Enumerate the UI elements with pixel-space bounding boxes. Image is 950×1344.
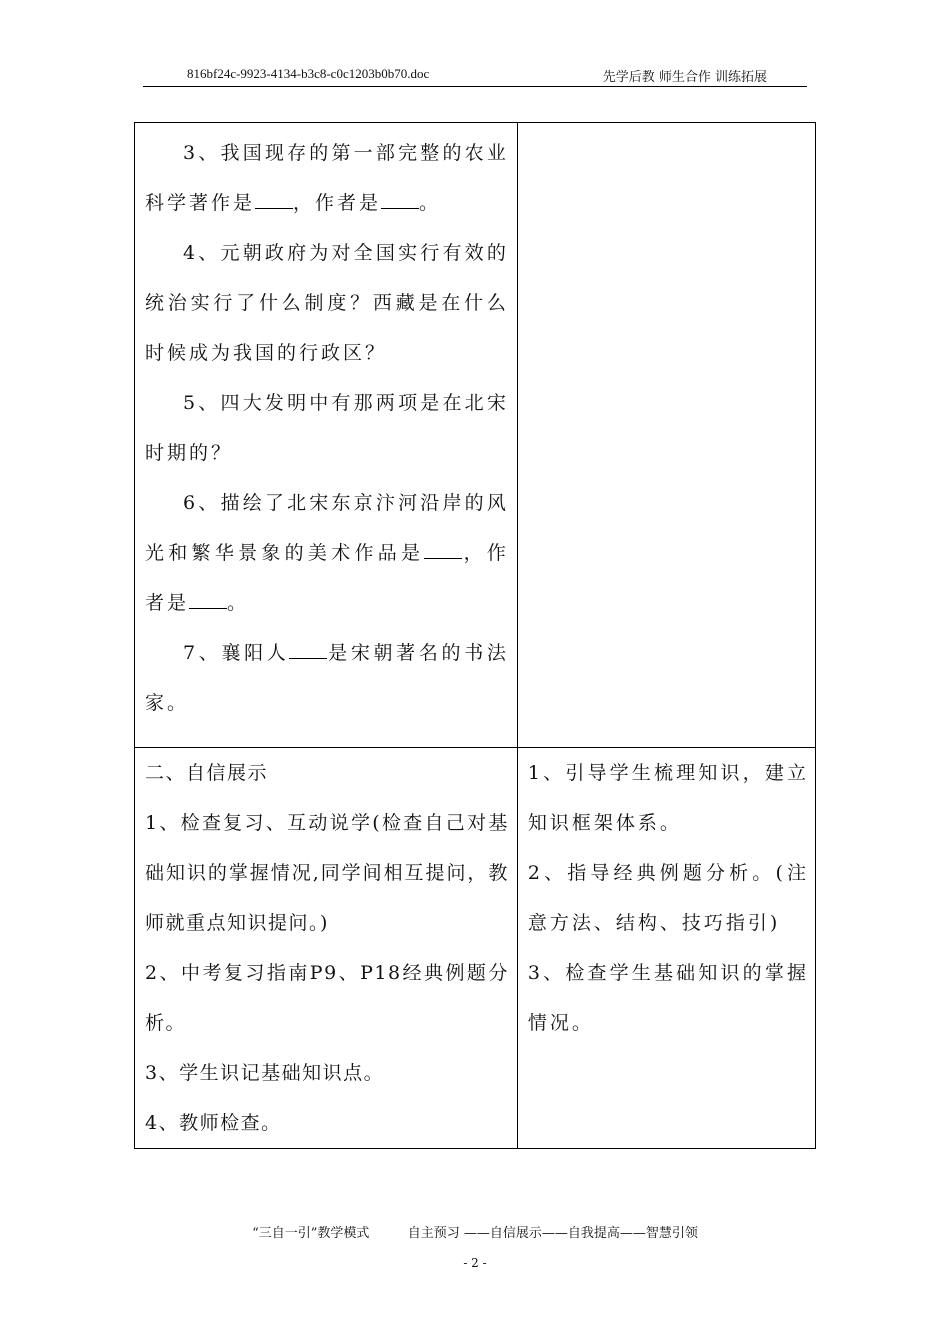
list-item: 3、检查学生基础知识的掌握情况。 [527,962,809,1034]
header-motto: 先学后教 师生合作 训练拓展 [602,70,767,85]
table-row [135,123,816,748]
answer-blank [381,188,419,209]
section-2-title: 二、自信展示 [145,762,269,784]
answer-blank [289,638,327,659]
answer-blank [189,588,227,609]
page-number: - 2 - [463,1256,487,1270]
list-item: 2、指导经典例题分析。(注意方法、结构、技巧指引) [527,862,809,934]
answer-blank [424,538,462,559]
list-item: 4、教师检查。 [145,1112,282,1134]
question-7: 7、襄阳人 是宋朝著名的书法家。 [135,628,517,728]
answer-blank [255,188,293,209]
page-header [143,64,807,87]
questions-cell [135,123,518,748]
list-item: 1、检查复习、互动说学(检查自己对基础知识的掌握情况,同学间相互提问，教师就重点知识提问。) [145,812,509,934]
teaching-flow: 自主预习 ——自信展示——自我提高——智慧引领 [407,1226,698,1241]
question-6: 6、描绘了北宋东京汴河沿岸的风光和繁华景象的美术作品是 ，作者是 。 [145,492,509,614]
list-item: 1、引导学生梳理知识，建立知识框架体系。 [527,762,809,834]
table-row [135,748,816,1149]
document-filename: 816bf24c-9923-4134-b3c8-c0c1203b0b70.doc [187,66,430,81]
questions-notes-cell [517,123,815,748]
section-2-cell [135,748,518,1149]
question-5: 5、四大发明中有那两项是在北宋时期的？ [145,392,509,464]
question-3: 3、我国现存的第一部完整的农业科学著作是 ，作者是 。 [145,142,509,214]
question-4: 4、元朝政府为对全国实行有效的统治实行了什么制度？西藏是在什么时候成为我国的行政区？ [145,242,509,364]
teaching-mode: “三自一引”教学模式 [252,1226,370,1241]
page-footer [0,1222,950,1241]
list-item: 3、学生识记基础知识点。 [145,1062,385,1084]
list-item: 2、中考复习指南P9、P18经典例题分析。 [145,962,509,1034]
teacher-guidance-cell [517,748,815,1149]
lesson-table [134,122,816,1149]
